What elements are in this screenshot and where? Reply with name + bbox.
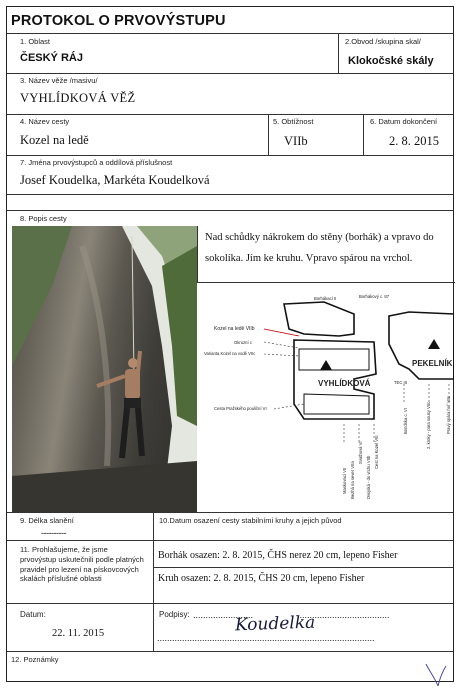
completion-date-label: 6. Datum dokončení [370,117,438,126]
signatures-label: Podpisy: [159,610,190,619]
rule [7,73,453,74]
signature-dots-3: ....................................................................................... [157,633,375,643]
map-route-r6: Bezhá na sever VIIa [350,461,355,499]
map-route-r3: Varianta Kozel na vodě VIIc [204,351,256,356]
map-route-r14: TEC III [394,380,408,385]
map-ledge [284,302,354,336]
district-label: 2.Obvod /skupina skal/ [345,37,421,46]
map-route-r13: Borhákový c. 87 [359,294,390,299]
rule [7,651,453,652]
map-route-r2: Okruzní c [234,340,252,345]
summit-mark-vyhlidkova [320,360,332,370]
map-route-r4: Cesta Pražského pouliční VI [214,406,267,411]
summit-mark-pekelnik [428,339,440,349]
route-name-value: Kozel na ledě [20,133,89,147]
map-route-r9: Cest na Kozel VIII [374,435,379,469]
tower-label: 3. Název věže /masivu/ [20,76,98,85]
handwritten-signature: Koudelka [234,612,316,636]
rule [7,114,453,115]
tower-value: VYHLÍDKOVÁ VĚŽ [20,91,136,105]
completion-date-value: 2. 8. 2015 [389,134,439,148]
rule [7,210,453,211]
description-line-2: sokolíka. Jím ke kruhu. Vpravo spárou na vrchol. [205,253,413,264]
date-value: 22. 11. 2015 [52,628,105,639]
divider [153,512,154,651]
rule [153,567,453,568]
climbers-value: Josef Koudelka, Markéta Koudelková [20,173,210,187]
signature-dots-1: ........................ [193,610,254,620]
map-route-r12: Pravý spára hoř VIIc [446,396,451,434]
margin-pen-mark [420,662,450,688]
tower-outline-pekelnik [389,312,454,379]
region-label: 1. Oblast [20,37,51,46]
date-label: Datum: [20,610,46,619]
route-name-label: 4. Název cesty [20,117,70,126]
divider [268,114,269,155]
map-label-vyhlidkova: VYHLÍDKOVÁ [318,379,371,388]
signature-dots-2: ..................................... [297,610,390,620]
declaration-text: 11. Prohlašujeme, že jsme prvovýstup uskutečnili podle platných pravidel pro lezení na pískovcových skalách příslušné oblasti [20,545,144,584]
route-photo [12,226,197,512]
bolt-date-label: 10.Datum osazení cesty stabilními kruhy a jejich původ [159,516,342,525]
map-route-r11: 2. kroky - para sousy VIIc [426,401,431,449]
divider [363,114,364,155]
region-value: ČESKÝ RÁJ [20,52,83,64]
form-title: PROTOKOL O PRVOVÝSTUPU [11,13,226,29]
climbers-label: 7. Jména prvovýstupců a oddílová příslušnost [20,158,173,167]
rappel-length-value: ---------- [41,528,66,538]
bolt-info-line-2: Kruh osazen: 2. 8. 2015, ČHS 20 cm, lepeno Fisher [158,573,365,584]
difficulty-value: VIIb [284,134,308,148]
notes-label: 12. Poznámky [11,655,59,664]
map-route-new: Kozel na ledě VIIb [214,326,255,332]
rule [7,512,453,513]
rappel-length-label: 9. Délka slanění [20,516,74,525]
topo-map [204,284,454,509]
map-route-r5: Maskovací VII [342,467,347,494]
protocol-form [6,6,454,682]
rule [7,540,453,541]
map-route-r10: Bondska c. VI [403,408,408,434]
map-route-r1: Borhákací II [314,296,337,301]
map-route-r8: Dvojská - do vrchu VIIb [366,455,371,499]
photo-illustration [12,226,197,512]
district-value: Klokočské skály [348,55,434,67]
rule [7,194,453,195]
map-label-pekelnik: PEKELNÍK [412,359,453,368]
divider [338,33,339,73]
difficulty-label: 5. Obtížnost [273,117,314,126]
description-label: 8. Popis cesty [20,214,67,223]
rule [7,33,453,34]
map-route-r7: Svatbová VI [358,441,363,464]
rule [7,155,453,156]
rule [7,603,453,604]
description-line-1: Nad schůdky nákrokem do stěny (borhák) a vpravo do [205,232,434,243]
bolt-info-line-1: Borhák osazen: 2. 8. 2015, ČHS nerez 20 cm, lepeno Fisher [158,550,398,561]
